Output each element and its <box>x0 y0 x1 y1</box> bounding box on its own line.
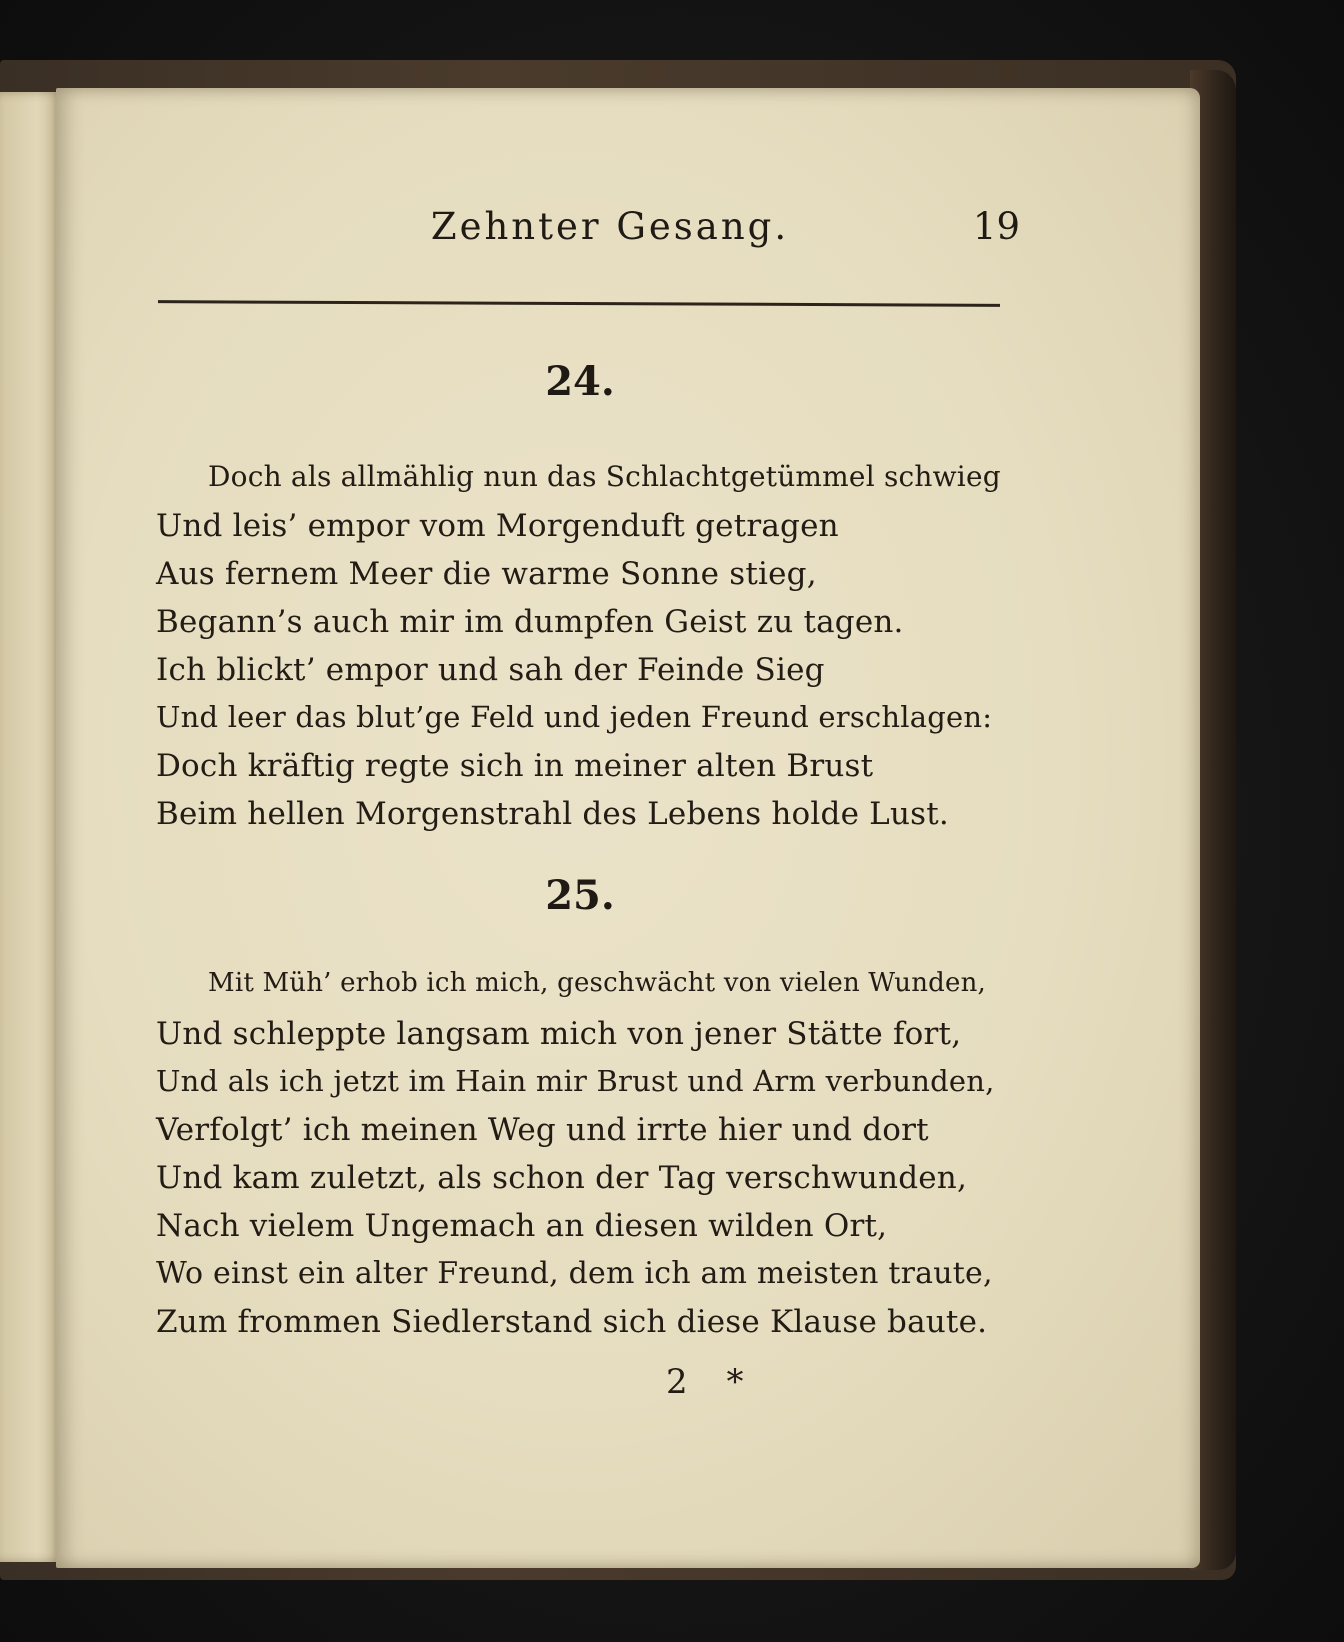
stanza-number: 24. <box>545 358 615 405</box>
verse-line: Ich blickt’ empor und sah der Feinde Sieg <box>156 652 825 688</box>
verse-line: Aus fernem Meer die warme Sonne stieg, <box>156 556 817 592</box>
verse-line: Und schleppte langsam mich von jener Stätte fort, <box>156 1016 962 1052</box>
verse-line: Und als ich jetzt im Hain mir Brust und Arm verbunden, <box>156 1064 995 1098</box>
verse-line: Mit Müh’ erhob ich mich, geschwächt von vielen Wunden, <box>208 968 987 998</box>
verse-line: Verfolgt’ ich meinen Weg und irrte hier und dort <box>156 1112 929 1148</box>
stanza-number: 25. <box>545 872 615 919</box>
verse-line: Nach vielem Ungemach an diesen wilden Ort, <box>156 1208 888 1244</box>
verse-line: Begann’s auch mir im dumpfen Geist zu tagen. <box>156 604 904 640</box>
verse-line: Wo einst ein alter Freund, dem ich am meisten traute, <box>156 1256 993 1291</box>
page-number: 19 <box>972 205 1020 248</box>
running-head-title: Zehnter Gesang. <box>430 205 790 248</box>
verse-line: Beim hellen Morgenstrahl des Lebens holde Lust. <box>156 796 949 832</box>
verse-line: Zum frommen Siedlerstand sich diese Klause baute. <box>156 1304 988 1340</box>
verse-line: Doch als allmählig nun das Schlachtgetümmel schwieg <box>208 460 1001 493</box>
verse-line: Und leis’ empor vom Morgenduft getragen <box>156 508 839 544</box>
verse-line: Doch kräftig regte sich in meiner alten Brust <box>156 748 874 784</box>
signature-mark: 2 * <box>666 1362 758 1402</box>
verse-line: Und leer das blut’ge Feld und jeden Freund erschlagen: <box>156 700 993 734</box>
left-page-edge <box>0 92 62 1562</box>
verse-line: Und kam zuletzt, als schon der Tag verschwunden, <box>156 1160 967 1196</box>
